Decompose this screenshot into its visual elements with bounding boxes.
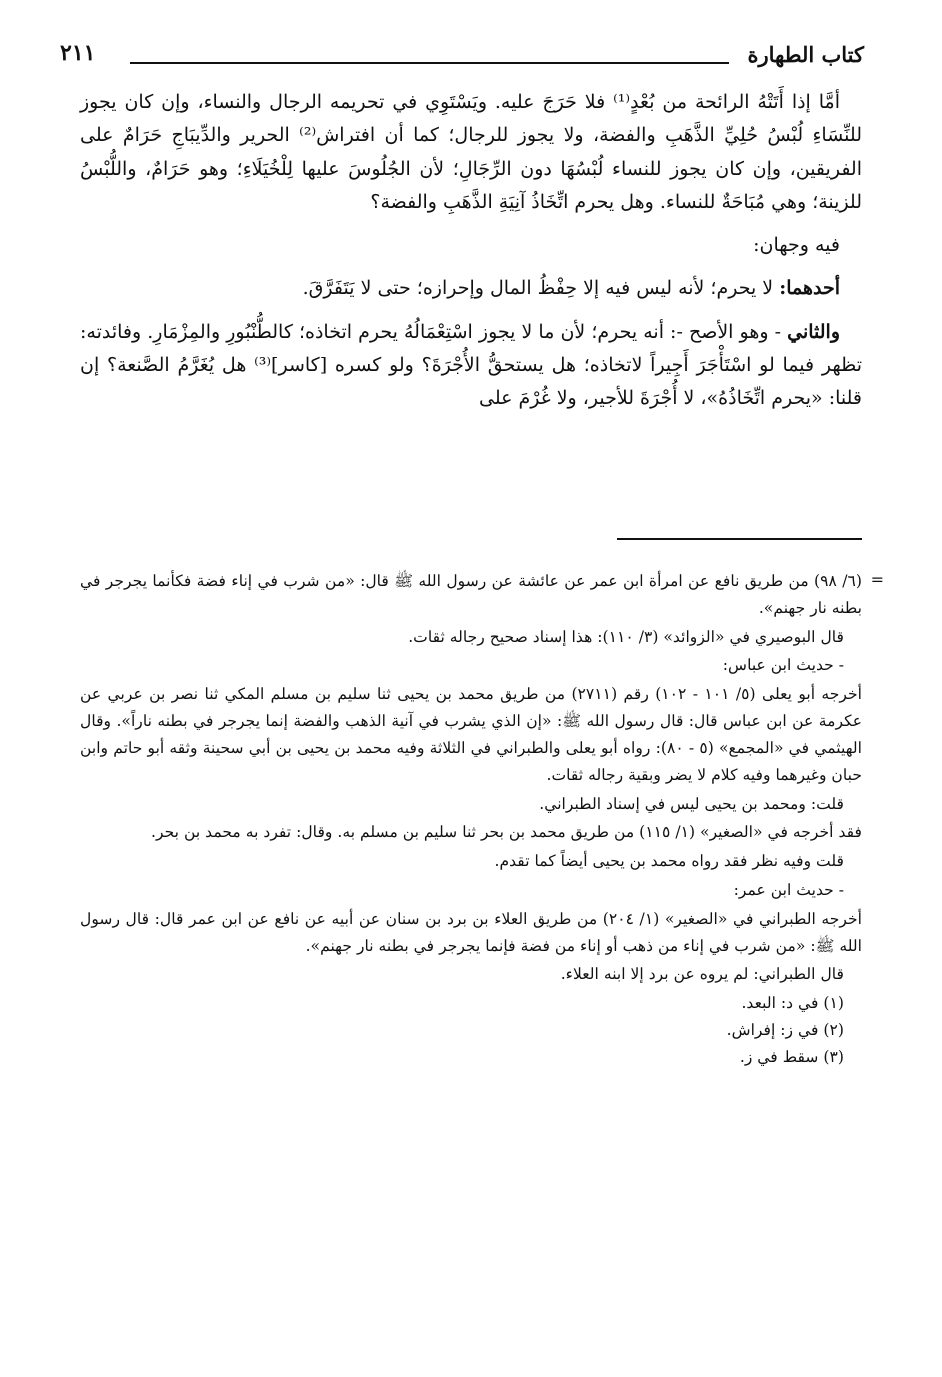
note-line: قال البوصيري في «الزوائد» (٣/ ١١٠): هذا إسناد صحيح رجاله ثقات.	[408, 627, 844, 646]
note-line: قلت وفيه نظر فقد رواه محمد بن يحيى أيضاً كما تقدم.	[494, 852, 844, 871]
paragraph-4	[80, 316, 862, 416]
paragraph-4-lead: والثاني	[787, 320, 840, 343]
footnotes-area	[80, 568, 862, 1071]
note-line: أخرجه الطبراني في «الصغير» (١/ ٢٠٤) من طريق العلاء بن برد بن سنان عن أبيه عن نافع عن ابن عمر قال: قال رسول الله ﷺ: «من شرب في إناء من ذهب أو إناء من فضة فإنما يجرجر في بطنه نار جهنم».	[80, 909, 862, 955]
footnote-2: (٢) في ز: إفراش.	[726, 1021, 844, 1039]
paragraph-3-lead: أحدهما:	[779, 277, 840, 300]
footnote-3: (٣) سقط في ز.	[739, 1047, 844, 1066]
paragraph-3	[80, 272, 862, 305]
paragraph-3-text: لا يحرم؛ لأنه ليس فيه إلا حِفْظُ المال وإحرازه؛ حتى لا يَتَفَرَّقَ.	[302, 277, 780, 300]
footnote-separator	[617, 538, 862, 540]
variant-footnotes	[80, 990, 862, 1070]
main-text	[80, 86, 862, 425]
note-line: قال الطبراني: لم يروه عن برد إلا ابنه العلاء.	[560, 965, 844, 984]
note-line: - حديث ابن عمر:	[733, 880, 844, 899]
footnote-1: (١) في د: البعد.	[741, 994, 844, 1013]
chapter-title: كتاب الطهارة	[747, 42, 864, 67]
note-line: أخرجه أبو يعلى (٥/ ١٠١ - ١٠٢) رقم (٢٧١١) من طريق محمد بن يحيى ثنا سليم بن مسلم المكي ثنا نصر بن عربي عن عكرمة عن ابن عباس قال: قال رسول الله ﷺ: «إن الذي يشرب في آنية الذهب والفضة إنما يجرجر في بطنه ناراً». وقال الهيثمي في «المجمع» (٥ - ٨٠): رواه أبو يعلى والطبراني في الثلاثة وفيه محمد بن يحيى بن أبي سحينة وثقه أبو حاتم وابن حبان وغيرهما وفيه كلام لا يضر وبقية رجاله ثقات.	[80, 685, 862, 784]
page-number: ٢١١	[60, 40, 96, 66]
note-line: فقد أخرجه في «الصغير» (١/ ١١٥) من طريق محمد بن بحر ثنا سليم بن مسلم به. وقال: تفرد به محمد بن بحر.	[151, 823, 862, 842]
paragraph-1: أمَّا إذا أَتَتْهُ الرائحة من بُعْدٍ⁽¹⁾ فلا حَرَجَ عليه. ويَسْتَوِي في تحريمه الرجال والنساء، وإن كان يجوز للنِّسَاءِ لُبْسُ حُلِيِّ الذَّهَبِ والفضة، ولا يجوز للرجال؛ كما أن افتراش⁽²⁾ الحرير والدِّيبَاجِ حَرَامٌ على الفريقين، وإن كان يجوز للنساء لُبْسُهَا دون الرِّجَالِ؛ لأن الجُلُوسَ عليها لِلْخُيَلَاءِ؛ وهو حَرَامٌ، واللُّبْسُ للزينة؛ وهي مُبَاحَةٌ للنساء. وهل يحرم اتِّخَاذُ آنِيَةِ الذَّهَبِ والفضة؟	[80, 91, 862, 213]
header-rule	[130, 62, 729, 64]
note-line: - حديث ابن عباس:	[722, 656, 844, 675]
paragraph-2: فيه وجهان:	[753, 234, 840, 256]
page-header	[60, 38, 864, 78]
paragraph-4-text: - وهو الأصح -: أنه يحرم؛ لأن ما لا يجوز اسْتِعْمَالُهُ يحرم اتخاذه؛ كالطُّنْبُورِ والمِزْمَارِ. وفائدته: تظهر فيما لو اسْتَأْجَرَ أَجِيراً لاتخاذه؛ هل يستحقُّ الأُجْرَةَ؟ ولو كسره [كاسر]⁽³⁾ هل يُغَرَّمُ الصَّنعة؟ إن قلنا: «يحرم اتِّخَاذُهُ»، لا أُجْرَةَ للأجير، ولا غُرْمَ على	[80, 320, 862, 409]
note-line: (٦/ ٩٨) من طريق نافع عن امرأة ابن عمر عن عائشة عن رسول الله ﷺ قال: «من شرب في إناء فضة فكأنما يجرجر في بطنه نار جهنم».	[80, 572, 862, 617]
note-line: قلت: ومحمد بن يحيى ليس في إسناد الطبراني.	[539, 794, 844, 813]
continuation-mark: =	[870, 570, 884, 589]
